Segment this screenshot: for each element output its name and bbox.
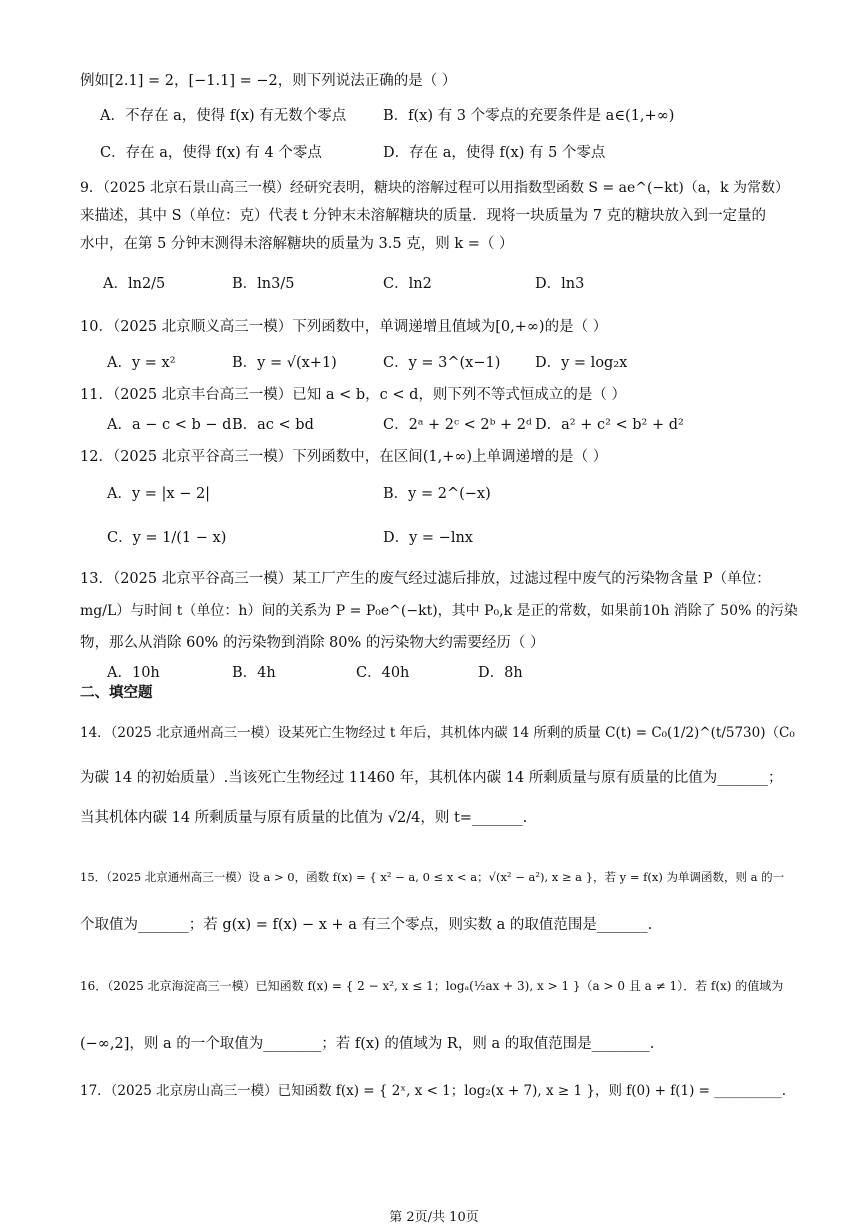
q13-option-d: D．8h	[478, 665, 523, 681]
q9-line-2: 来描述，其中 S（单位：克）代表 t 分钟末未溶解糖块的质量．现将一块质量为 7 克的糖块放入到一定量的	[80, 208, 767, 224]
q9-option-c: C．ln2	[383, 276, 432, 292]
section-heading: 二、填空题	[80, 685, 153, 701]
q13-line-2: mg/L）与时间 t（单位：h）间的关系为 P = P₀e^(−kt)，其中 P₀,k 是正的常数，如果前10h 消除了 50% 的污染	[80, 603, 798, 619]
q9-option-d: D．ln3	[535, 276, 585, 292]
q14-line-1: 14．（2025 北京通州高三一模）设某死亡生物经过 t 年后，其机体内碳 14 所剩的质量 C(t) = C₀(1/2)^(t/5730)（C₀	[80, 725, 795, 741]
q13-option-b: B．4h	[232, 665, 276, 681]
q8-option-c: C．存在 a，使得 f(x) 有 4 个零点	[100, 145, 322, 161]
q10-option-b: B．y = √(x+1)	[232, 355, 337, 371]
q9-option-b: B．ln3/5	[232, 276, 295, 292]
q13-option-c: C．40h	[356, 665, 410, 681]
q12-option-b: B．y = 2^(−x)	[383, 486, 491, 502]
q10-option-d: D．y = log₂x	[535, 355, 628, 371]
q16-line-1: 16．（2025 北京海淀高三一模）已知函数 f(x) = { 2 − x², x ≤ 1；logₐ(½ax + 3), x > 1 }（a > 0 且 a ≠ 1）．若 f(x) 的值域为	[80, 979, 784, 993]
q12-option-a: A．y = |x − 2|	[107, 486, 211, 502]
q13-line-3: 物，那么从消除 60% 的污染物到消除 80% 的污染物大约需要经历（ ）	[80, 635, 545, 651]
q9-option-a: A．ln2/5	[103, 276, 166, 292]
q11-option-c: C．2ᵃ + 2ᶜ < 2ᵇ + 2ᵈ	[383, 417, 532, 433]
q9-line-1: 9．（2025 北京石景山高三一模）经研究表明，糖块的溶解过程可以用指数型函数 S = ae^(−kt)（a，k 为常数）	[80, 180, 790, 196]
q13-line-1: 13．（2025 北京平谷高三一模）某工厂产生的废气经过滤后排放，过滤过程中废气的污染物含量 P（单位：	[80, 571, 771, 587]
q17-line-1: 17．（2025 北京房山高三一模）已知函数 f(x) = { 2ˣ, x < 1；log₂(x + 7), x ≥ 1 }，则 f(0) + f(1) = __________.	[80, 1083, 787, 1099]
q11-stem: 11．（2025 北京丰台高三一模）已知 a < b，c < d，则下列不等式恒成立的是（ ）	[80, 387, 626, 403]
q10-option-a: A．y = x²	[107, 355, 176, 371]
q14-line-3: 当其机体内碳 14 所剩质量与原有质量的比值为 √2/4，则 t=_______.	[80, 810, 528, 826]
page-footer: 第 2页/共 10页	[389, 1210, 479, 1225]
q11-option-d: D．a² + c² < b² + d²	[535, 417, 684, 433]
q8-option-b: B．f(x) 有 3 个零点的充要条件是 a∈(1,+∞)	[383, 108, 675, 124]
intro-text: 例如[2.1] = 2，[−1.1] = −2，则下列说法正确的是（ ）	[80, 73, 457, 89]
q10-option-c: C．y = 3^(x−1)	[383, 355, 501, 371]
q11-option-b: B．ac < bd	[232, 417, 314, 433]
q14-line-2: 为碳 14 的初始质量）.当该死亡生物经过 11460 年，其机体内碳 14 所剩质量与原有质量的比值为_______；	[80, 770, 783, 786]
q8-option-d: D．存在 a，使得 f(x) 有 5 个零点	[383, 145, 606, 161]
q13-option-a: A．10h	[107, 665, 160, 681]
q12-stem: 12．（2025 北京平谷高三一模）下列函数中，在区间(1,+∞)上单调递增的是（ ）	[80, 449, 608, 465]
q9-line-3: 水中，在第 5 分钟末测得未溶解糖块的质量为 3.5 克，则 k =（ ）	[80, 236, 514, 252]
q16-line-2: (−∞,2]，则 a 的一个取值为________；若 f(x) 的值域为 R，则 a 的取值范围是________.	[80, 1036, 655, 1052]
q15-line-1: 15．（2025 北京通州高三一模）设 a > 0，函数 f(x) = { x² − a, 0 ≤ x < a；√(x² − a²), x ≥ a }，若 y = f(x) 为单调函数，则 a 的一	[80, 870, 785, 884]
q12-option-d: D．y = −lnx	[383, 530, 473, 546]
q12-option-c: C．y = 1/(1 − x)	[107, 530, 227, 546]
q8-option-a: A．不存在 a，使得 f(x) 有无数个零点	[100, 108, 347, 124]
q15-line-2: 个取值为_______；若 g(x) = f(x) − x + a 有三个零点，则实数 a 的取值范围是_______.	[80, 917, 653, 933]
q11-option-a: A．a − c < b − d	[107, 417, 232, 433]
q10-stem: 10．（2025 北京顺义高三一模）下列函数中，单调递增且值域为[0,+∞)的是（ ）	[80, 319, 608, 335]
